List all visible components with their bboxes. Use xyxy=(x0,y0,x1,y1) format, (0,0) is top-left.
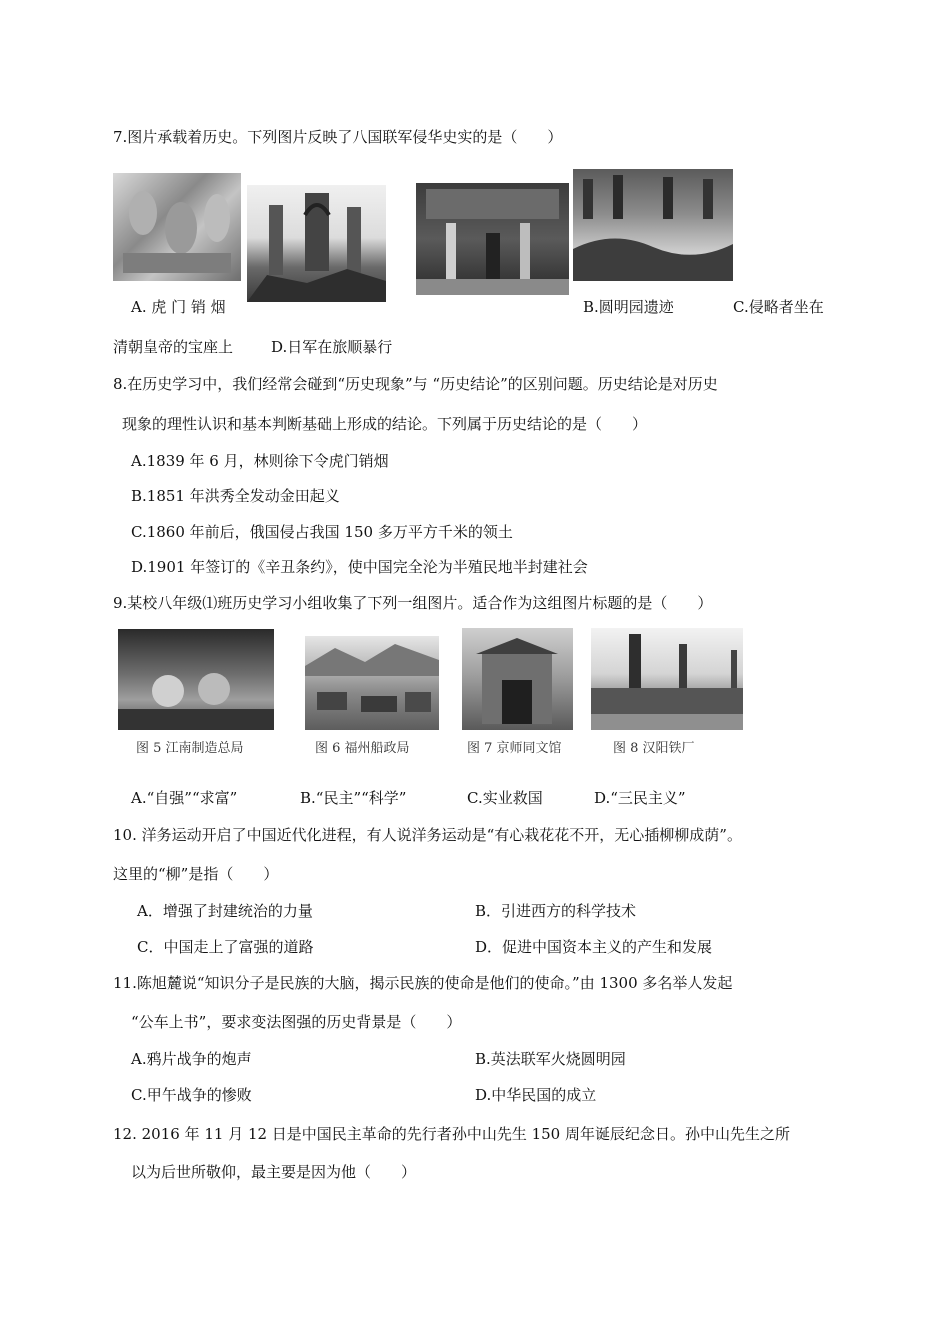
q8-option-d[interactable]: D.1901 年签订的《辛丑条约》，使中国完全沦为半殖民地半封建社会 xyxy=(131,558,588,576)
throne-figures-icon xyxy=(416,183,569,295)
q7-option-c-continued: 清朝皇帝的宝座上 xyxy=(113,338,234,356)
soldiers-icon xyxy=(573,169,733,281)
photo-hanyang-ironworks xyxy=(591,628,743,730)
q11-stem-line1: 11.陈旭麓说“知识分子是民族的大脑，揭示民族的使命是他们的使命。”由 1300 多名举人发起 xyxy=(113,974,733,992)
photo-lushun-atrocity xyxy=(573,169,733,281)
q11-option-c[interactable]: C.甲午战争的惨败 xyxy=(131,1086,252,1104)
q8-stem-line1: 8.在历史学习中，我们经常会碰到“历史现象”与 “历史结论”的区别问题。历史结论是对历史 xyxy=(113,375,718,393)
photo-fuzhou-shipyard xyxy=(305,636,439,730)
q10-option-d[interactable]: D．促进中国资本主义的产生和发展 xyxy=(475,938,713,956)
q10-stem-line1: 10. 洋务运动开启了中国近代化进程，有人说洋务运动是“有心栽花花不开，无心插柳柳成荫”。 xyxy=(113,826,742,844)
q11-stem-line2: “公车上书”，要求变法图强的历史背景是（ ） xyxy=(131,1013,462,1031)
q9-caption-1: 图 5 江南制造总局 xyxy=(136,741,244,756)
q11-option-a[interactable]: A.鸦片战争的炮声 xyxy=(131,1050,252,1068)
q10-stem-line2: 这里的“柳”是指（ ） xyxy=(113,865,279,883)
photo-invaders-throne xyxy=(416,183,569,295)
q7-option-b[interactable]: B.圆明园遗迹 xyxy=(583,298,674,316)
shipyard-buildings-icon xyxy=(305,636,439,730)
gate-icon xyxy=(462,628,573,730)
photo-humen-relief xyxy=(113,173,241,281)
q9-caption-2: 图 6 福州船政局 xyxy=(315,741,410,756)
q9-option-a[interactable]: A.“自强”“求富” xyxy=(131,789,238,807)
q9-stem: 9.某校八年级⑴班历史学习小组收集了下列一组图片。适合作为这组图片标题的是（ ） xyxy=(113,594,713,612)
q9-option-d[interactable]: D.“三民主义” xyxy=(594,789,686,807)
q7-option-a[interactable]: A. 虎 门 销 烟 xyxy=(131,298,226,316)
photo-yuanmingyuan-ruins xyxy=(247,185,386,302)
q9-option-b[interactable]: B.“民主”“科学” xyxy=(300,789,407,807)
q8-option-a[interactable]: A.1839 年 6 月，林则徐下令虎门销烟 xyxy=(131,452,389,470)
q9-caption-3: 图 7 京师同文馆 xyxy=(467,741,562,756)
q11-option-d[interactable]: D.中华民国的成立 xyxy=(475,1086,597,1104)
photo-tongwen-guan xyxy=(462,628,573,730)
q8-stem-line2: 现象的理性认识和基本判断基础上形成的结论。下列属于历史结论的是（ ） xyxy=(122,415,648,433)
relief-figures-icon xyxy=(113,173,241,281)
q7-option-d[interactable]: D.日军在旅顺暴行 xyxy=(271,338,393,356)
q10-option-b[interactable]: B．引进西方的科学技术 xyxy=(475,902,637,920)
q9-caption-4: 图 8 汉阳铁厂 xyxy=(613,741,695,756)
q8-option-b[interactable]: B.1851 年洪秀全发动金田起义 xyxy=(131,487,340,505)
q7-option-c[interactable]: C.侵略者坐在 xyxy=(733,298,824,316)
q9-option-c[interactable]: C.实业救国 xyxy=(467,789,543,807)
q12-stem-line1: 12. 2016 年 11 月 12 日是中国民主革命的先行者孙中山先生 150 周年诞辰纪念日。孙中山先生之所 xyxy=(113,1125,790,1143)
photo-jiangnan-arsenal xyxy=(118,629,274,730)
q7-stem: 7.图片承载着历史。下列图片反映了八国联军侵华史实的是（ ） xyxy=(113,128,563,146)
chimneys-icon xyxy=(591,628,743,730)
q10-option-a[interactable]: A．增强了封建统治的力量 xyxy=(137,902,313,920)
q10-option-c[interactable]: C．中国走上了富强的道路 xyxy=(137,938,314,956)
q8-option-c[interactable]: C.1860 年前后，俄国侵占我国 150 多万平方千米的领土 xyxy=(131,523,513,541)
factory-machines-icon xyxy=(118,629,274,730)
q12-stem-line2: 以为后世所敬仰，最主要是因为他（ ） xyxy=(131,1163,417,1181)
q11-option-b[interactable]: B.英法联军火烧圆明园 xyxy=(475,1050,626,1068)
ruins-icon xyxy=(247,185,386,302)
